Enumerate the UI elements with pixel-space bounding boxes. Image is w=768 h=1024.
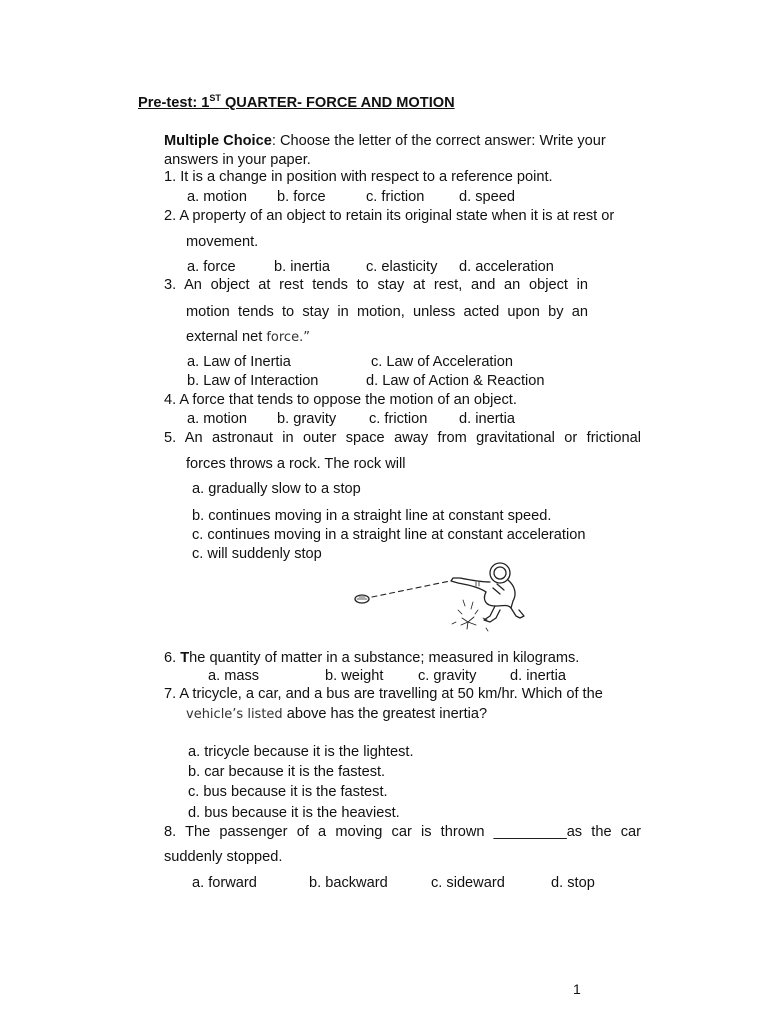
question-8-line-2: suddenly stopped. — [164, 849, 283, 865]
q2-option-a: a. force — [187, 259, 236, 275]
q3-option-c: c. Law of Acceleration — [371, 354, 513, 370]
question-8-line-1: 8. The passenger of a moving car is thrown _________as the car — [164, 824, 641, 840]
q4-option-a: a. motion — [187, 411, 248, 427]
q7-option-b: b. car because it is the fastest. — [188, 764, 386, 780]
q6-option-a: a. mass — [208, 668, 260, 684]
q2-option-d: d. acceleration — [459, 259, 554, 275]
q4-option-c: c. friction — [369, 411, 428, 427]
question-2-line-2: movement. — [186, 234, 259, 250]
question-1: 1. It is a change in position with respect to a reference point. — [164, 169, 553, 185]
page-title: Pre-test: 1ST QUARTER- FORCE AND MOTION — [138, 93, 455, 111]
q3-option-a: a. Law of Inertia — [187, 354, 291, 370]
q5-option-a: a. gradually slow to a stop — [192, 481, 361, 497]
question-6: 6. The quantity of matter in a substance; measured in kilograms. — [164, 650, 580, 666]
q8-option-a: a. forward — [192, 875, 257, 891]
question-7-line-1: 7. A tricycle, a car, and a bus are travelling at 50 km/hr. Which of the — [164, 686, 603, 702]
astronaut-throwing-rock-illustration — [350, 560, 540, 634]
q6-option-b: b. weight — [325, 668, 384, 684]
q1-option-b: b. force — [277, 189, 326, 205]
page-number: 1 — [573, 981, 581, 997]
q4-option-d: d. inertia — [459, 411, 515, 427]
q2-option-b: b. inertia — [274, 259, 330, 275]
question-5-line-2: forces throws a rock. The rock will — [186, 456, 406, 472]
q2-option-c: c. elasticity — [366, 259, 438, 275]
question-3-line-1: 3. An object at rest tends to stay at rest, and an object in — [164, 277, 588, 293]
q8-option-c: c. sideward — [431, 875, 505, 891]
q8-option-b: b. backward — [309, 875, 388, 891]
q1-option-d: d. speed — [459, 189, 515, 205]
q4-option-b: b. gravity — [277, 411, 337, 427]
throw-path-line — [372, 581, 450, 597]
q1-option-a: a. motion — [187, 189, 248, 205]
instructions-line-2: answers in your paper. — [164, 152, 311, 168]
q5-option-b: b. continues moving in a straight line at constant speed. — [192, 508, 552, 524]
question-4: 4. A force that tends to oppose the motion of an object. — [164, 392, 517, 408]
question-3-line-2: motion tends to stay in motion, unless acted upon by an — [186, 304, 588, 320]
q7-option-d: d. bus because it is the heaviest. — [188, 805, 400, 821]
question-5-line-1: 5. An astronaut in outer space away from gravitational or frictional — [164, 430, 641, 446]
q3-option-d: d. Law of Action & Reaction — [366, 373, 545, 389]
question-2-line-1: 2. A property of an object to retain its original state when it is at rest or — [164, 208, 615, 224]
q8-option-d: d. stop — [551, 875, 595, 891]
q7-option-a: a. tricycle because it is the lightest. — [188, 744, 414, 760]
q7-option-c: c. bus because it is the fastest. — [188, 784, 388, 800]
q1-option-c: c. friction — [366, 189, 425, 205]
question-7-line-2: vehicle’s listed above has the greatest inertia? — [186, 706, 488, 722]
q3-option-b: b. Law of Interaction — [187, 373, 319, 389]
ground-sparkle-icon — [452, 600, 488, 631]
astronaut-icon — [451, 563, 524, 622]
instructions-line-1: Multiple Choice: Choose the letter of the correct answer: Write your — [164, 133, 606, 149]
q6-option-d: d. inertia — [510, 668, 566, 684]
q5-option-c: c. continues moving in a straight line at constant acceleration — [192, 527, 586, 543]
question-3-line-3: external net force.” — [186, 329, 310, 345]
q5-option-c-second: c. will suddenly stop — [192, 546, 322, 562]
q6-option-c: c. gravity — [418, 668, 477, 684]
